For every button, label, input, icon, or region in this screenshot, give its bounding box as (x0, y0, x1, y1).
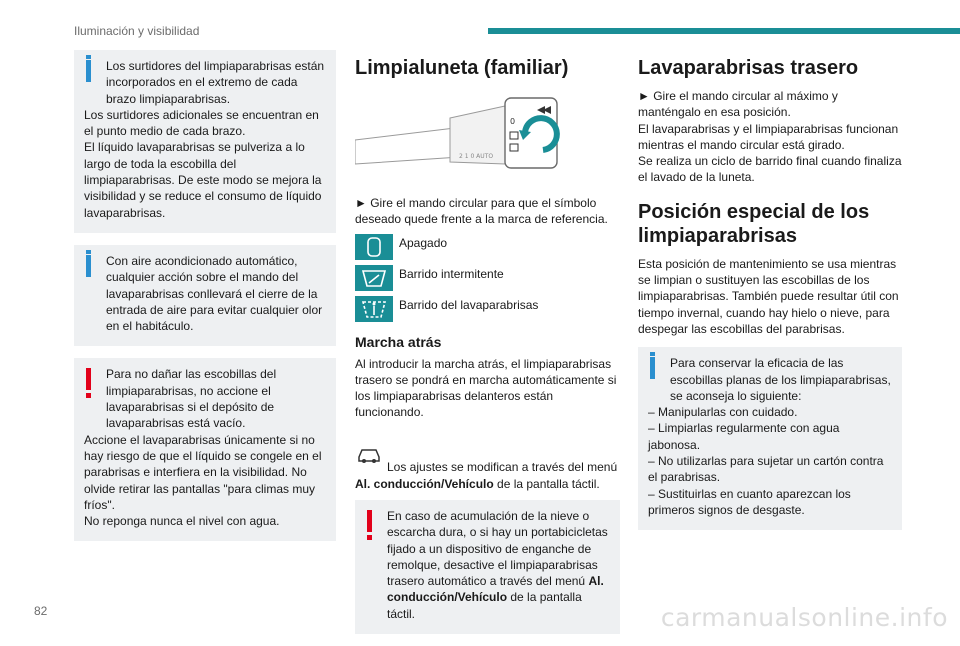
rear-wiper-instruction: ► Gire el mando circular para que el símbolo deseado quede frente a la marca de referencia. (355, 196, 608, 227)
mode-label: Barrido del lavaparabrisas (399, 297, 539, 312)
section-title: Iluminación y visibilidad (74, 24, 200, 38)
stalk-marks-label: 2 1 0 AUTO (459, 153, 494, 160)
info-box-blades-care (638, 347, 902, 530)
info-box-text: Los surtidores adicionales se encuentran en el punto medio de cada brazo. El líquido lavaparabrisas se pulveriza a lo largo de toda la escobilla del limpiaparabrisas. De este modo se mejora la visibilidad y se reduce el consumo de líquido lavaparabrisas. (84, 107, 322, 220)
section-heading-rear-wiper: Limpialuneta (familiar) (355, 57, 569, 79)
section-heading-special-position: Posición especial de los limpiaparabrisas (638, 200, 870, 247)
column-1 (74, 50, 336, 553)
rear-wash-wipe-icon (355, 296, 393, 322)
car-settings-icon (355, 443, 383, 465)
mode-intermittent (355, 265, 620, 291)
section-heading-rear-washer: Lavaparabrisas trasero (638, 57, 859, 79)
header-accent-bar (488, 28, 960, 34)
menu-name: Al. conducción/Vehículo (355, 476, 494, 491)
stalk-top-label: 0 (510, 117, 516, 126)
info-icon (650, 357, 655, 379)
mode-label: Apagado (399, 235, 448, 250)
wiper-stalk-illustration (355, 92, 560, 182)
info-box-first: Con aire acondicionado automático, cualquier acción sobre el mando del lavaparabrisas conllevará el cierre de la entrada de aire para evitar cualquier olor en el habitáculo. (106, 253, 323, 334)
warning-box-text: Accione el lavaparabrisas únicamente si no hay riesgo de que el líquido se congele en el parabrisas e interfiera en la visibilidad. No olvide retirar las pantallas "para climas muy fríos". No reponga nunca el nivel con agua. (84, 432, 322, 529)
info-box-first: Los surtidores del limpiaparabrisas están incorporados en el extremo de cada brazo limpiaparabrisas. (106, 59, 325, 106)
warning-box-text: En caso de acumulación de la nieve o escarcha dura, o si hay un portabicicletas fijado a un dispositivo de enganche de remolque, desactive el limpiaparabrisas trasero automático a través del menú Al. conducción/Vehículo de la pantalla táctil. (387, 508, 608, 621)
rear-wiper-intermittent-icon (355, 265, 393, 291)
warning-box-first: Para no dañar las escobillas del limpiaparabrisas, no accione el lavaparabrisas si el depósito de lavaparabrisas está vacío. (106, 367, 277, 431)
info-box-first: Para conservar la eficacia de las escobillas planas de los limpiaparabrisas, se aconseja lo siguiente: (670, 356, 891, 403)
page-number: 82 (34, 604, 48, 618)
column-2 (355, 50, 620, 646)
mode-off (355, 234, 620, 260)
info-box-jets (74, 50, 336, 233)
reverse-text: Al introducir la marcha atrás, el limpiaparabrisas trasero se pondrá en marcha automáticamente si los limpiaparabrisas delanteros están funcionando. (355, 356, 617, 420)
special-position-text: Esta posición de mantenimiento se usa mientras se limpian o sustituyen las escobillas de los limpiaparabrisas. También puede resultar útil con tiempo invernal, cuando hay hielo o nieve, para despegar las escobillas del parabrisas. (638, 256, 899, 336)
warning-box-snow (355, 500, 620, 634)
subheading-reverse: Marcha atrás (355, 333, 442, 350)
mode-label: Barrido intermitente (399, 266, 504, 281)
rear-window-off-icon (355, 234, 393, 260)
info-box-aircon (74, 245, 336, 346)
column-3 (638, 50, 902, 542)
info-icon (86, 60, 91, 82)
watermark: carmanualsonline.info (660, 603, 948, 632)
rear-washer-text: ► Gire el mando circular al máximo y manténgalo en esa posición. El lavaparabrisas y el limpiaparabrisas funcionan mientras el mando circular está girado. Se realiza un ciclo de barrido final cuando finaliza el lavado de la luneta. (638, 89, 902, 185)
warning-box-blades (74, 358, 336, 541)
info-box-text: – Manipularlas con cuidado. – Limpiarlas regularmente con agua jabonosa. – No utilizarlas para sujetar un cartón contra el parabrisas. – Sustituirlas en cuanto aparezcan los primeros signos de desgaste. (648, 405, 884, 517)
warning-icon (86, 368, 91, 390)
info-icon (86, 255, 91, 277)
mode-wash-wipe (355, 296, 620, 322)
reverse-settings: Los ajustes se modifican a través del menú Al. conducción/Vehículo de la pantalla táctil. (355, 427, 620, 492)
warning-icon (367, 510, 372, 532)
